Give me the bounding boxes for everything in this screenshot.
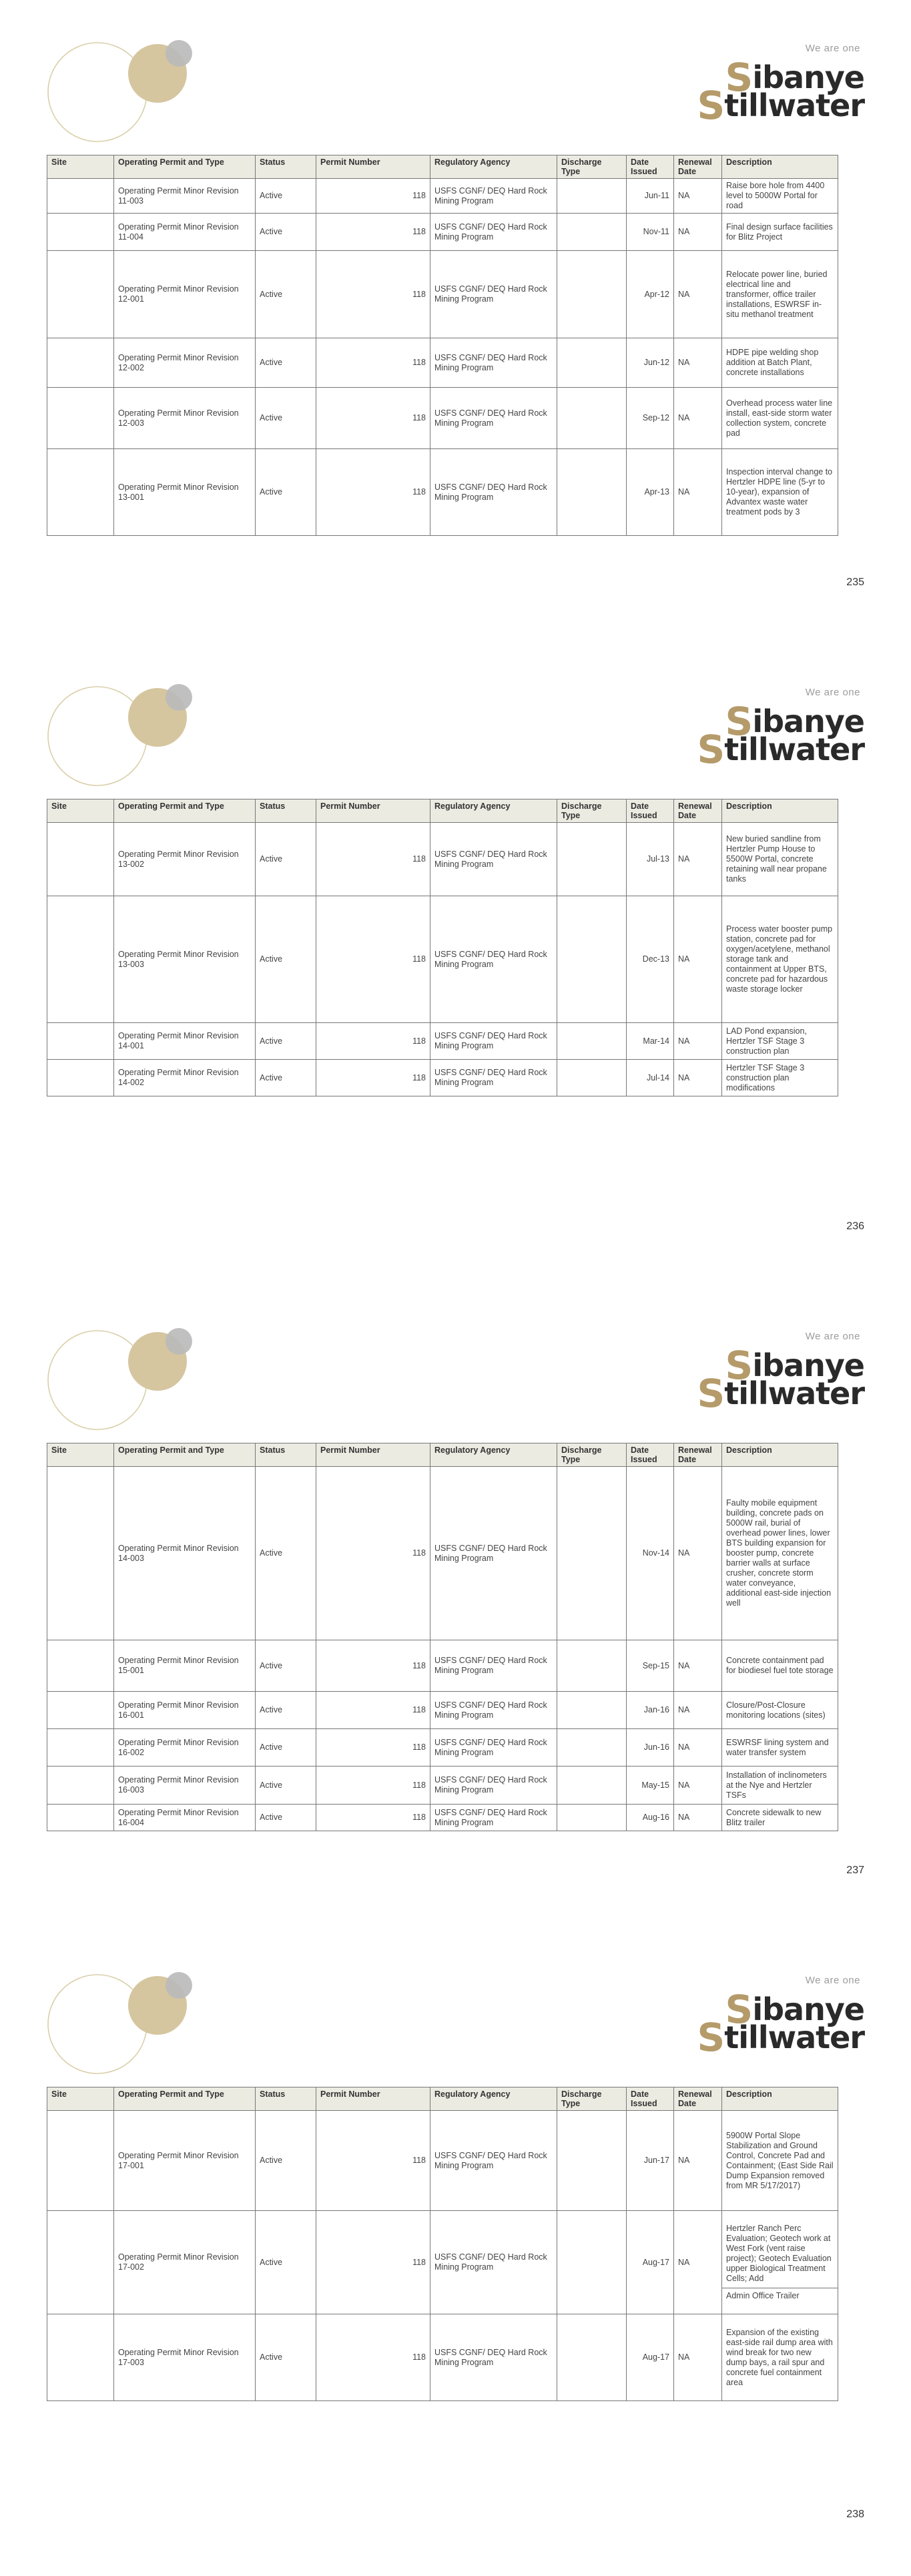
logo-tagline: We are one xyxy=(805,1975,860,1986)
permit-type-cell: Operating Permit Minor Revision 16-004 xyxy=(114,1805,256,1831)
description-cell xyxy=(722,2211,838,2314)
document-page xyxy=(0,644,911,1288)
agency-cell: USFS CGNF/ DEQ Hard Rock Mining Program xyxy=(430,338,557,388)
description-cell xyxy=(722,388,838,449)
renewal-date-cell: NA xyxy=(674,2111,722,2211)
site-cell xyxy=(47,251,114,338)
description-text: Hertzler TSF Stage 3 construction plan modifications xyxy=(726,1062,805,1092)
date-issued-cell: Nov-14 xyxy=(627,1467,674,1640)
agency-cell: USFS CGNF/ DEQ Hard Rock Mining Program xyxy=(430,2211,557,2314)
permit-number-cell: 118 xyxy=(316,1805,430,1831)
site-cell xyxy=(47,2111,114,2211)
table-row xyxy=(47,896,838,1023)
permit-type-cell: Operating Permit Minor Revision 14-002 xyxy=(114,1060,256,1096)
permit-number-cell: 118 xyxy=(316,896,430,1023)
date-issued-cell: Sep-15 xyxy=(627,1640,674,1692)
description-text: Faulty mobile equipment building, concrete pads on 5000W rail, burial of overhead power lines, lower BTS building expansion for booster pump, concrete barrier walls at surface crusher, concrete storm water conveyance, additional east-side injection well xyxy=(726,1498,832,1608)
permit-type-cell: Operating Permit Minor Revision 14-001 xyxy=(114,1023,256,1060)
permit-type-cell: Operating Permit Minor Revision 12-002 xyxy=(114,338,256,388)
date-issued-cell: Jun-12 xyxy=(627,338,674,388)
header-discharge-type: Discharge Type xyxy=(557,155,627,179)
document-page xyxy=(0,1288,911,1932)
header-discharge-type: Discharge Type xyxy=(557,1443,627,1467)
permit-number-cell: 118 xyxy=(316,1467,430,1640)
permit-number-cell: 118 xyxy=(316,2211,430,2314)
header-site: Site xyxy=(47,155,114,179)
discharge-type-cell xyxy=(557,179,627,214)
logo-word-stillwater: Stillwater xyxy=(697,83,864,128)
site-cell xyxy=(47,449,114,536)
renewal-date-cell: NA xyxy=(674,449,722,536)
permit-type-cell: Operating Permit Minor Revision 12-001 xyxy=(114,251,256,338)
header-status: Status xyxy=(256,155,316,179)
header-permit-type: Operating Permit and Type xyxy=(114,1443,256,1467)
renewal-date-cell: NA xyxy=(674,1640,722,1692)
header-site: Site xyxy=(47,799,114,823)
permit-type-cell: Operating Permit Minor Revision 17-001 xyxy=(114,2111,256,2211)
date-issued-cell: Sep-12 xyxy=(627,388,674,449)
permit-number-cell: 118 xyxy=(316,179,430,214)
renewal-date-cell: NA xyxy=(674,1467,722,1640)
agency-cell: USFS CGNF/ DEQ Hard Rock Mining Program xyxy=(430,1766,557,1805)
discharge-type-cell xyxy=(557,1023,627,1060)
sibanye-stillwater-logo xyxy=(697,683,864,772)
site-cell xyxy=(47,338,114,388)
site-cell xyxy=(47,1640,114,1692)
site-cell xyxy=(47,1766,114,1805)
date-issued-cell: Aug-17 xyxy=(627,2314,674,2401)
renewal-date-cell: NA xyxy=(674,2314,722,2401)
permits-table xyxy=(47,1443,838,1831)
renewal-date-cell: NA xyxy=(674,251,722,338)
date-issued-cell: Aug-16 xyxy=(627,1805,674,1831)
discharge-type-cell xyxy=(557,2314,627,2401)
description-text: Concrete sidewalk to new Blitz trailer xyxy=(726,1807,822,1827)
date-issued-cell: Jun-17 xyxy=(627,2111,674,2211)
sibanye-stillwater-logo xyxy=(697,1327,864,1416)
discharge-type-cell xyxy=(557,823,627,896)
status-cell: Active xyxy=(256,1692,316,1729)
table-header-row xyxy=(47,2087,838,2111)
header-permit-number: Permit Number xyxy=(316,1443,430,1467)
agency-cell: USFS CGNF/ DEQ Hard Rock Mining Program xyxy=(430,1467,557,1640)
permit-type-cell: Operating Permit Minor Revision 16-003 xyxy=(114,1766,256,1805)
status-cell: Active xyxy=(256,179,316,214)
renewal-date-cell: NA xyxy=(674,1805,722,1831)
discharge-type-cell xyxy=(557,214,627,251)
header-agency: Regulatory Agency xyxy=(430,1443,557,1467)
header-renewal-date: Renewal Date xyxy=(674,2087,722,2111)
status-cell: Active xyxy=(256,1640,316,1692)
site-cell xyxy=(47,1060,114,1096)
permit-type-cell: Operating Permit Minor Revision 17-003 xyxy=(114,2314,256,2401)
description-cell xyxy=(722,338,838,388)
permit-type-cell: Operating Permit Minor Revision 17-002 xyxy=(114,2211,256,2314)
permit-number-cell: 118 xyxy=(316,388,430,449)
date-issued-cell: May-15 xyxy=(627,1766,674,1805)
status-cell: Active xyxy=(256,1729,316,1766)
agency-cell: USFS CGNF/ DEQ Hard Rock Mining Program xyxy=(430,1692,557,1729)
site-cell xyxy=(47,1023,114,1060)
renewal-date-cell: NA xyxy=(674,1692,722,1729)
description-text: 5900W Portal Slope Stabilization and Ground Control, Concrete Pad and Containment; (East Side Rail Dump Expansion removed from MR 5/17/2017) xyxy=(726,2130,834,2190)
permit-type-cell: Operating Permit Minor Revision 12-003 xyxy=(114,388,256,449)
description-cell xyxy=(722,214,838,251)
description-cell xyxy=(722,1729,838,1766)
agency-cell: USFS CGNF/ DEQ Hard Rock Mining Program xyxy=(430,2314,557,2401)
header-description: Description xyxy=(722,799,838,823)
agency-cell: USFS CGNF/ DEQ Hard Rock Mining Program xyxy=(430,1805,557,1831)
table-row xyxy=(47,1467,838,1640)
discharge-type-cell xyxy=(557,1692,627,1729)
renewal-date-cell: NA xyxy=(674,1023,722,1060)
permit-type-cell: Operating Permit Minor Revision 14-003 xyxy=(114,1467,256,1640)
header-agency: Regulatory Agency xyxy=(430,2087,557,2111)
site-cell xyxy=(47,388,114,449)
table-row xyxy=(47,1640,838,1692)
agency-cell: USFS CGNF/ DEQ Hard Rock Mining Program xyxy=(430,1023,557,1060)
discharge-type-cell xyxy=(557,1060,627,1096)
discharge-type-cell xyxy=(557,1467,627,1640)
permit-type-cell: Operating Permit Minor Revision 16-001 xyxy=(114,1692,256,1729)
discharge-type-cell xyxy=(557,388,627,449)
agency-cell: USFS CGNF/ DEQ Hard Rock Mining Program xyxy=(430,214,557,251)
table-row xyxy=(47,2314,838,2401)
table-row xyxy=(47,449,838,536)
description-text: Overhead process water line install, east-side storm water collection system, concrete pad xyxy=(726,398,833,438)
description-cell xyxy=(722,1640,838,1692)
date-issued-cell: Mar-14 xyxy=(627,1023,674,1060)
permit-number-cell: 118 xyxy=(316,1640,430,1692)
table-row xyxy=(47,388,838,449)
header-permit-type: Operating Permit and Type xyxy=(114,799,256,823)
description-cell xyxy=(722,2314,838,2401)
status-cell: Active xyxy=(256,251,316,338)
header-status: Status xyxy=(256,2087,316,2111)
agency-cell: USFS CGNF/ DEQ Hard Rock Mining Program xyxy=(430,388,557,449)
agency-cell: USFS CGNF/ DEQ Hard Rock Mining Program xyxy=(430,823,557,896)
description-cell xyxy=(722,1023,838,1060)
logo-word-stillwater: Stillwater xyxy=(697,727,864,772)
description-cell xyxy=(722,1805,838,1831)
table-row xyxy=(47,1060,838,1096)
logo-word-sibanye: Sibanye xyxy=(725,1343,864,1388)
description-cell xyxy=(722,2111,838,2211)
date-issued-cell: Jun-16 xyxy=(627,1729,674,1766)
description-text: Installation of inclinometers at the Nye and Hertzler TSFs xyxy=(726,1770,827,1800)
site-cell xyxy=(47,1729,114,1766)
description-cell xyxy=(722,251,838,338)
description-text: HDPE pipe welding shop addition at Batch Plant, concrete installations xyxy=(726,348,819,377)
logo-word-stillwater: Stillwater xyxy=(697,2015,864,2060)
header-permit-number: Permit Number xyxy=(316,155,430,179)
discharge-type-cell xyxy=(557,896,627,1023)
permit-number-cell: 118 xyxy=(316,1692,430,1729)
date-issued-cell: Jan-16 xyxy=(627,1692,674,1729)
status-cell: Active xyxy=(256,1023,316,1060)
header-renewal-date: Renewal Date xyxy=(674,1443,722,1467)
agency-cell: USFS CGNF/ DEQ Hard Rock Mining Program xyxy=(430,179,557,214)
status-cell: Active xyxy=(256,338,316,388)
date-issued-cell: Nov-11 xyxy=(627,214,674,251)
description-cell xyxy=(722,896,838,1023)
header-status: Status xyxy=(256,1443,316,1467)
discharge-type-cell xyxy=(557,2111,627,2211)
table-header-row xyxy=(47,155,838,179)
header-permit-number: Permit Number xyxy=(316,2087,430,2111)
permit-type-cell: Operating Permit Minor Revision 13-001 xyxy=(114,449,256,536)
header-date-issued: Date Issued xyxy=(627,155,674,179)
site-cell xyxy=(47,1467,114,1640)
description-text: Process water booster pump station, concrete pad for oxygen/acetylene, methanol storage tank and containment at Upper BTS, concrete pad for hazardous waste storage locker xyxy=(726,924,833,994)
logo-word-sibanye: Sibanye xyxy=(725,699,864,744)
discharge-type-cell xyxy=(557,449,627,536)
status-cell: Active xyxy=(256,388,316,449)
header-description: Description xyxy=(722,155,838,179)
table-row xyxy=(47,1805,838,1831)
permit-type-cell: Operating Permit Minor Revision 13-002 xyxy=(114,823,256,896)
renewal-date-cell: NA xyxy=(674,1060,722,1096)
status-cell: Active xyxy=(256,214,316,251)
permit-number-cell: 118 xyxy=(316,2314,430,2401)
renewal-date-cell: NA xyxy=(674,896,722,1023)
status-cell: Active xyxy=(256,1060,316,1096)
discharge-type-cell xyxy=(557,1729,627,1766)
description-text: Concrete containment pad for biodiesel fuel tote storage xyxy=(726,1656,834,1675)
page-number: 237 xyxy=(846,1865,864,1876)
document-page xyxy=(0,1932,911,2576)
description-text: Relocate power line, buried electrical line and transformer, office trailer installations, ESWRSF in-situ methanol treatment xyxy=(726,269,828,319)
date-issued-cell: Dec-13 xyxy=(627,896,674,1023)
status-cell: Active xyxy=(256,1766,316,1805)
description-cell xyxy=(722,1467,838,1640)
description-text: Raise bore hole from 4400 level to 5000W Portal for road xyxy=(726,181,825,210)
header-date-issued: Date Issued xyxy=(627,1443,674,1467)
logo-tagline: We are one xyxy=(805,1331,860,1342)
header-renewal-date: Renewal Date xyxy=(674,155,722,179)
permit-number-cell: 118 xyxy=(316,1729,430,1766)
header-agency: Regulatory Agency xyxy=(430,799,557,823)
permits-table xyxy=(47,155,838,536)
header-site: Site xyxy=(47,2087,114,2111)
renewal-date-cell: NA xyxy=(674,1729,722,1766)
description-extra-text: Admin Office Trailer xyxy=(722,2288,838,2304)
header-permit-type: Operating Permit and Type xyxy=(114,155,256,179)
header-renewal-date: Renewal Date xyxy=(674,799,722,823)
agency-cell: USFS CGNF/ DEQ Hard Rock Mining Program xyxy=(430,896,557,1023)
permit-type-cell: Operating Permit Minor Revision 16-002 xyxy=(114,1729,256,1766)
table-row xyxy=(47,2111,838,2211)
table-header-row xyxy=(47,1443,838,1467)
page-number: 236 xyxy=(846,1221,864,1232)
date-issued-cell: Aug-17 xyxy=(627,2211,674,2314)
description-cell xyxy=(722,1766,838,1805)
logo-word-stillwater: Stillwater xyxy=(697,1371,864,1416)
discharge-type-cell xyxy=(557,1766,627,1805)
table-row xyxy=(47,251,838,338)
permits-table xyxy=(47,2087,838,2401)
description-cell xyxy=(722,179,838,214)
sibanye-stillwater-logo xyxy=(697,39,864,128)
description-cell xyxy=(722,1692,838,1729)
decorative-circles-graphic xyxy=(44,39,204,152)
status-cell: Active xyxy=(256,2111,316,2211)
logo-word-sibanye: Sibanye xyxy=(725,1987,864,2032)
discharge-type-cell xyxy=(557,2211,627,2314)
description-cell xyxy=(722,1060,838,1096)
renewal-date-cell: NA xyxy=(674,1766,722,1805)
date-issued-cell: Jun-11 xyxy=(627,179,674,214)
header-agency: Regulatory Agency xyxy=(430,155,557,179)
logo-word-sibanye: Sibanye xyxy=(725,55,864,100)
status-cell: Active xyxy=(256,896,316,1023)
status-cell: Active xyxy=(256,1805,316,1831)
site-cell xyxy=(47,2314,114,2401)
table-row xyxy=(47,1023,838,1060)
permit-number-cell: 118 xyxy=(316,338,430,388)
page-number: 235 xyxy=(846,577,864,588)
site-cell xyxy=(47,214,114,251)
decorative-circles-graphic xyxy=(44,1971,204,2084)
site-cell xyxy=(47,1692,114,1729)
renewal-date-cell: NA xyxy=(674,388,722,449)
header-status: Status xyxy=(256,799,316,823)
agency-cell: USFS CGNF/ DEQ Hard Rock Mining Program xyxy=(430,449,557,536)
logo-tagline: We are one xyxy=(805,43,860,54)
permit-type-cell: Operating Permit Minor Revision 13-003 xyxy=(114,896,256,1023)
status-cell: Active xyxy=(256,1467,316,1640)
renewal-date-cell: NA xyxy=(674,214,722,251)
description-text: Final design surface facilities for Blitz Project xyxy=(726,222,833,242)
agency-cell: USFS CGNF/ DEQ Hard Rock Mining Program xyxy=(430,1060,557,1096)
description-text: New buried sandline from Hertzler Pump House to 5500W Portal, concrete retaining wall near propane tanks xyxy=(726,834,827,884)
description-text: LAD Pond expansion, Hertzler TSF Stage 3 construction plan xyxy=(726,1026,807,1056)
site-cell xyxy=(47,1805,114,1831)
status-cell: Active xyxy=(256,449,316,536)
header-date-issued: Date Issued xyxy=(627,799,674,823)
permit-type-cell: Operating Permit Minor Revision 15-001 xyxy=(114,1640,256,1692)
page-number: 238 xyxy=(846,2509,864,2520)
description-cell xyxy=(722,823,838,896)
date-issued-cell: Jul-14 xyxy=(627,1060,674,1096)
date-issued-cell: Jul-13 xyxy=(627,823,674,896)
permit-number-cell: 118 xyxy=(316,449,430,536)
permit-type-cell: Operating Permit Minor Revision 11-004 xyxy=(114,214,256,251)
description-text: Closure/Post-Closure monitoring locations (sites) xyxy=(726,1700,826,1720)
discharge-type-cell xyxy=(557,338,627,388)
description-text: Hertzler Ranch Perc Evaluation; Geotech work at West Fork (vent raise project); Geotech Evaluation upper Biological Treatment Cells; Add xyxy=(726,2223,832,2283)
document-page xyxy=(0,0,911,644)
table-row xyxy=(47,214,838,251)
header-permit-type: Operating Permit and Type xyxy=(114,2087,256,2111)
agency-cell: USFS CGNF/ DEQ Hard Rock Mining Program xyxy=(430,1729,557,1766)
sibanye-stillwater-logo xyxy=(697,1971,864,2060)
logo-tagline: We are one xyxy=(805,687,860,698)
site-cell xyxy=(47,2211,114,2314)
discharge-type-cell xyxy=(557,251,627,338)
permit-number-cell: 118 xyxy=(316,1023,430,1060)
discharge-type-cell xyxy=(557,1640,627,1692)
table-row xyxy=(47,1766,838,1805)
renewal-date-cell: NA xyxy=(674,338,722,388)
header-description: Description xyxy=(722,1443,838,1467)
table-row xyxy=(47,179,838,214)
agency-cell: USFS CGNF/ DEQ Hard Rock Mining Program xyxy=(430,1640,557,1692)
renewal-date-cell: NA xyxy=(674,823,722,896)
site-cell xyxy=(47,179,114,214)
permit-type-cell: Operating Permit Minor Revision 11-003 xyxy=(114,179,256,214)
agency-cell: USFS CGNF/ DEQ Hard Rock Mining Program xyxy=(430,251,557,338)
site-cell xyxy=(47,823,114,896)
status-cell: Active xyxy=(256,823,316,896)
header-site: Site xyxy=(47,1443,114,1467)
permit-number-cell: 118 xyxy=(316,251,430,338)
date-issued-cell: Apr-13 xyxy=(627,449,674,536)
renewal-date-cell: NA xyxy=(674,2211,722,2314)
header-discharge-type: Discharge Type xyxy=(557,2087,627,2111)
permit-number-cell: 118 xyxy=(316,823,430,896)
renewal-date-cell: NA xyxy=(674,179,722,214)
description-text: ESWRSF lining system and water transfer system xyxy=(726,1737,829,1757)
table-row xyxy=(47,1692,838,1729)
description-text: Inspection interval change to Hertzler HDPE line (5-yr to 10-year), expansion of Advantex waste water treatment pods by 3 xyxy=(726,467,833,517)
status-cell: Active xyxy=(256,2211,316,2314)
table-header-row xyxy=(47,799,838,823)
date-issued-cell: Apr-12 xyxy=(627,251,674,338)
table-row xyxy=(47,823,838,896)
permit-number-cell: 118 xyxy=(316,1766,430,1805)
header-permit-number: Permit Number xyxy=(316,799,430,823)
discharge-type-cell xyxy=(557,1805,627,1831)
permits-table xyxy=(47,799,838,1096)
header-description: Description xyxy=(722,2087,838,2111)
site-cell xyxy=(47,896,114,1023)
decorative-circles-graphic xyxy=(44,683,204,796)
header-date-issued: Date Issued xyxy=(627,2087,674,2111)
description-cell xyxy=(722,449,838,536)
table-row xyxy=(47,338,838,388)
permit-number-cell: 118 xyxy=(316,2111,430,2211)
status-cell: Active xyxy=(256,2314,316,2401)
description-text: Expansion of the existing east-side rail dump area with wind break for two new dump bays, a rail spur and concrete fuel containment area xyxy=(726,2327,833,2387)
permit-number-cell: 118 xyxy=(316,214,430,251)
table-row xyxy=(47,2211,838,2314)
permit-number-cell: 118 xyxy=(316,1060,430,1096)
table-row xyxy=(47,1729,838,1766)
agency-cell: USFS CGNF/ DEQ Hard Rock Mining Program xyxy=(430,2111,557,2211)
header-discharge-type: Discharge Type xyxy=(557,799,627,823)
decorative-circles-graphic xyxy=(44,1327,204,1440)
